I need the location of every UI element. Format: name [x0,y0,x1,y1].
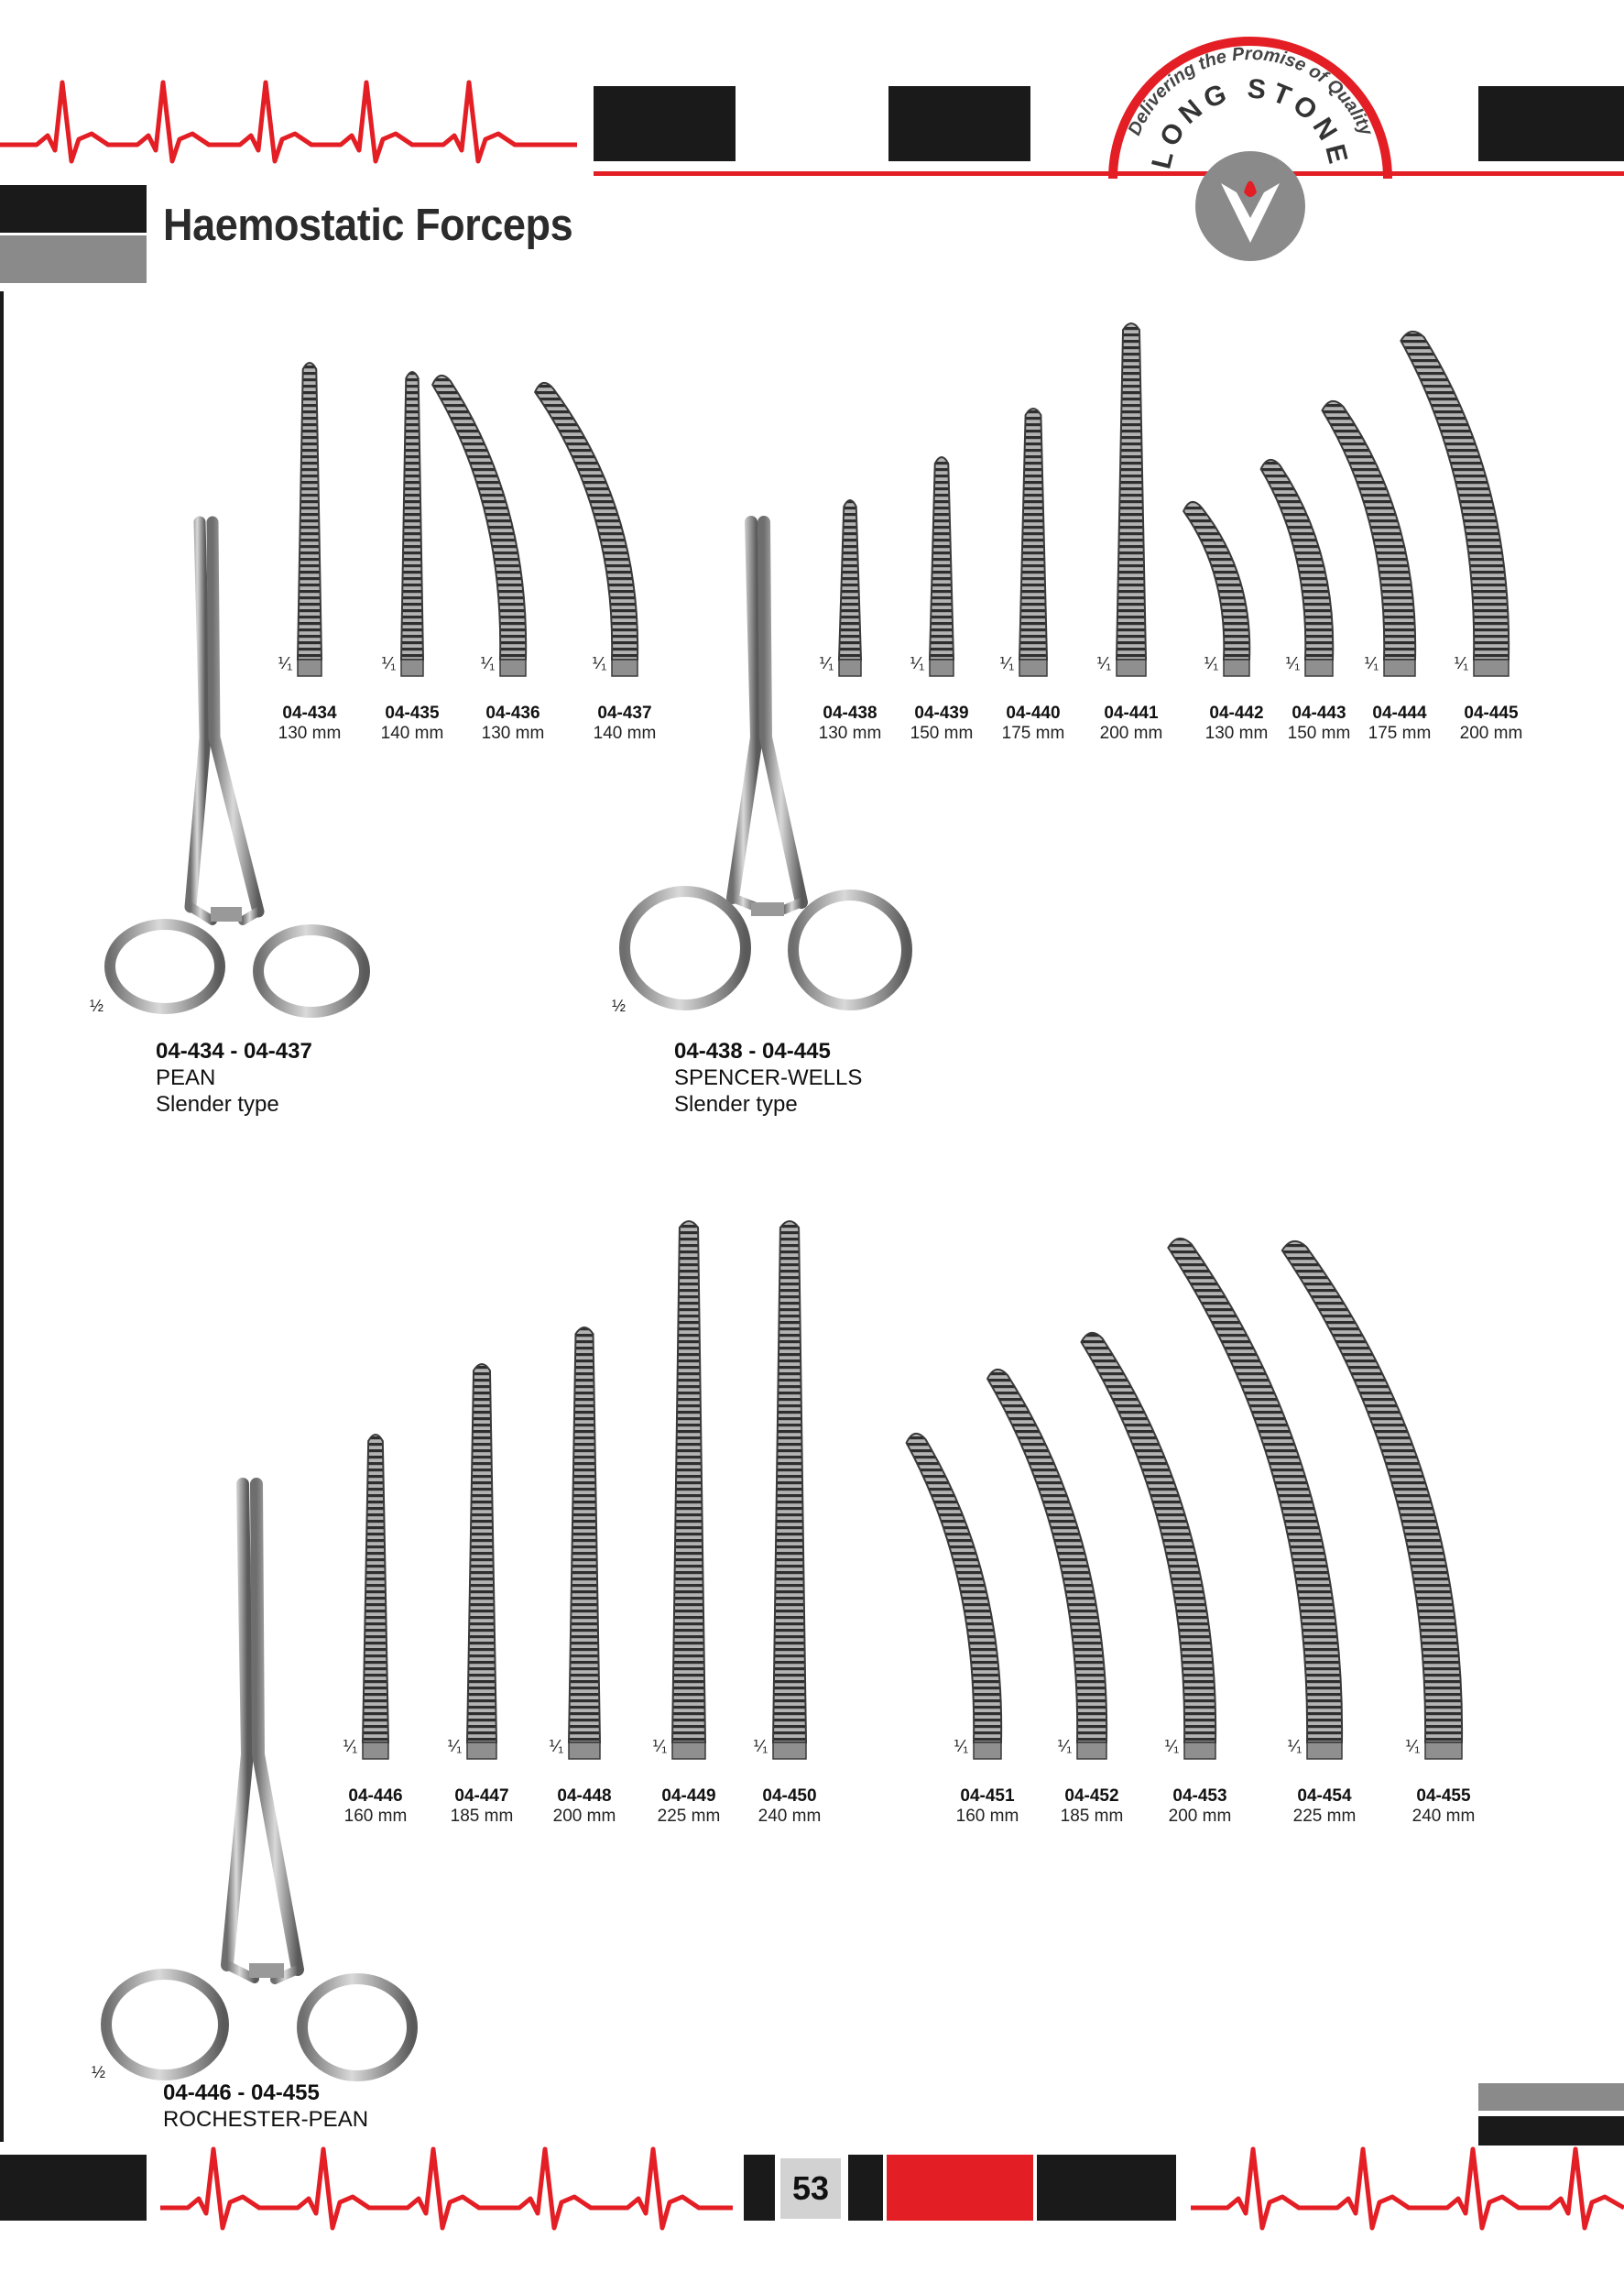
item-label-04-441 [1081,704,1182,744]
item-code: 04-445 [1464,704,1519,723]
item-scale-04-442: ⅟₁ [1204,654,1219,672]
caption-name: PEAN [156,1065,216,1090]
item-code: 04-448 [557,1786,612,1806]
item-code: 04-437 [597,704,652,723]
item-label-04-449 [638,1786,739,1827]
item-label-04-438 [800,704,900,744]
item-code: 04-442 [1209,704,1264,723]
forceps-tip-04-440 [1019,409,1047,676]
item-size: 130 mm [818,724,882,743]
item-scale-04-435: ⅟₁ [381,654,397,672]
forceps-tip-04-447 [467,1364,496,1759]
spencer-wells-handle-image [605,518,934,1012]
item-scale-04-437: ⅟₁ [592,654,607,672]
item-label-04-447 [431,1786,532,1827]
forceps-tip-04-443 [1261,460,1334,676]
caption-codes: 04-446 - 04-455 [163,2080,320,2105]
heartbeat-line-bottom-left [160,2144,737,2235]
forceps-tip-04-448 [569,1327,600,1759]
footer-gray-band [1478,2083,1624,2111]
item-label-04-440 [983,704,1084,744]
heartbeat-line-bottom-right [1191,2144,1624,2235]
page-number: 53 [780,2158,841,2219]
spencer-wells-caption [674,1038,862,1118]
item-code: 04-440 [1006,704,1061,723]
item-code: 04-454 [1297,1786,1352,1806]
item-label-04-436 [463,704,563,744]
item-label-04-455 [1393,1786,1494,1827]
item-code: 04-449 [661,1786,716,1806]
item-size: 240 mm [758,1807,822,1826]
footer-block-left [0,2155,147,2221]
pean-handle-image [92,518,385,1012]
caption-type: Slender type [156,1092,279,1117]
item-scale-04-441: ⅟₁ [1096,654,1112,672]
rochester-pean-handle-scale: ½ [92,2063,106,2081]
caption-codes: 04-434 - 04-437 [156,1039,312,1064]
forceps-tip-04-449 [672,1221,705,1759]
item-scale-04-451: ⅟₁ [954,1737,969,1755]
item-code: 04-438 [823,704,877,723]
item-scale-04-444: ⅟₁ [1364,654,1379,672]
item-size: 160 mm [955,1807,1019,1826]
caption-name: ROCHESTER-PEAN [163,2107,369,2132]
item-code: 04-452 [1064,1786,1119,1806]
item-scale-04-447: ⅟₁ [447,1737,463,1755]
item-size: 225 mm [1292,1807,1357,1826]
item-code: 04-444 [1372,704,1427,723]
item-size: 200 mm [552,1807,616,1826]
item-code: 04-443 [1292,704,1346,723]
item-label-04-444 [1349,704,1450,744]
item-size: 130 mm [278,724,342,743]
item-scale-04-453: ⅟₁ [1164,1737,1180,1755]
item-code: 04-453 [1172,1786,1227,1806]
item-size: 175 mm [1368,724,1432,743]
item-size: 130 mm [481,724,545,743]
rochester-pean-caption [163,2080,368,2133]
item-scale-04-440: ⅟₁ [999,654,1015,672]
item-code: 04-446 [348,1786,403,1806]
item-label-04-445 [1441,704,1542,744]
item-size: 150 mm [910,724,974,743]
footer-block-page-left [744,2155,775,2221]
item-size: 150 mm [1287,724,1351,743]
item-scale-04-445: ⅟₁ [1454,654,1469,672]
page-title: Haemostatic Forceps [163,201,573,250]
item-code: 04-455 [1416,1786,1471,1806]
forceps-tip-04-441 [1117,323,1146,676]
item-label-04-435 [362,704,463,744]
caption-codes: 04-438 - 04-445 [674,1039,831,1064]
item-code: 04-441 [1104,704,1159,723]
item-label-04-448 [534,1786,635,1827]
item-size: 200 mm [1168,1807,1232,1826]
item-scale-04-439: ⅟₁ [910,654,925,672]
item-scale-04-446: ⅟₁ [343,1737,358,1755]
item-scale-04-436: ⅟₁ [480,654,496,672]
item-label-04-451 [937,1786,1038,1827]
item-scale-04-450: ⅟₁ [753,1737,768,1755]
item-label-04-437 [574,704,675,744]
caption-type: Slender type [674,1092,798,1117]
item-code: 04-447 [454,1786,509,1806]
item-scale-04-443: ⅟₁ [1285,654,1301,672]
item-scale-04-449: ⅟₁ [652,1737,668,1755]
item-size: 185 mm [450,1807,514,1826]
footer-dark-band [1478,2116,1624,2146]
footer-block-page-right [848,2155,883,2221]
forceps-tip-04-444 [1322,401,1415,676]
item-size: 240 mm [1411,1807,1476,1826]
item-label-04-439 [891,704,992,744]
item-label-04-434 [259,704,360,744]
caption-name: SPENCER-WELLS [674,1065,863,1090]
footer-red-block [887,2155,1033,2221]
item-label-04-450 [739,1786,840,1827]
item-size: 175 mm [1001,724,1065,743]
item-code: 04-451 [960,1786,1015,1806]
item-label-04-446 [325,1786,426,1827]
item-size: 140 mm [593,724,657,743]
pean-caption [156,1038,312,1118]
item-size: 140 mm [380,724,444,743]
forceps-tip-04-451 [907,1434,1002,1759]
item-scale-04-455: ⅟₁ [1405,1737,1421,1755]
spencer-wells-handle-scale: ½ [612,997,627,1015]
item-code: 04-439 [914,704,969,723]
forceps-tip-04-442 [1183,502,1249,676]
item-size: 200 mm [1459,724,1523,743]
forceps-tip-04-445 [1401,332,1509,676]
item-scale-04-434: ⅟₁ [278,654,293,672]
item-label-04-453 [1150,1786,1250,1827]
forceps-tip-04-450 [773,1221,806,1759]
item-size: 160 mm [343,1807,408,1826]
item-size: 130 mm [1204,724,1269,743]
forceps-tip-04-452 [987,1370,1106,1759]
item-size: 200 mm [1099,724,1163,743]
pean-handle-scale: ½ [90,997,104,1015]
item-size: 185 mm [1060,1807,1124,1826]
forceps-tip-04-436 [432,376,526,676]
forceps-tip-04-435 [401,372,423,676]
item-code: 04-434 [282,704,337,723]
footer-block-right [1037,2155,1176,2221]
item-code: 04-435 [385,704,440,723]
item-code: 04-450 [762,1786,817,1806]
item-label-04-452 [1041,1786,1142,1827]
item-scale-04-448: ⅟₁ [549,1737,564,1755]
item-scale-04-452: ⅟₁ [1057,1737,1073,1755]
item-scale-04-438: ⅟₁ [819,654,834,672]
logo-slogan: Delivering the Promise of Quality [1124,43,1377,139]
item-code: 04-436 [485,704,540,723]
item-size: 225 mm [657,1807,721,1826]
rochester-pean-handle-image [92,1480,431,2084]
item-scale-04-454: ⅟₁ [1287,1737,1302,1755]
logo-brand: LONG STONE [1146,73,1355,172]
item-label-04-454 [1274,1786,1375,1827]
